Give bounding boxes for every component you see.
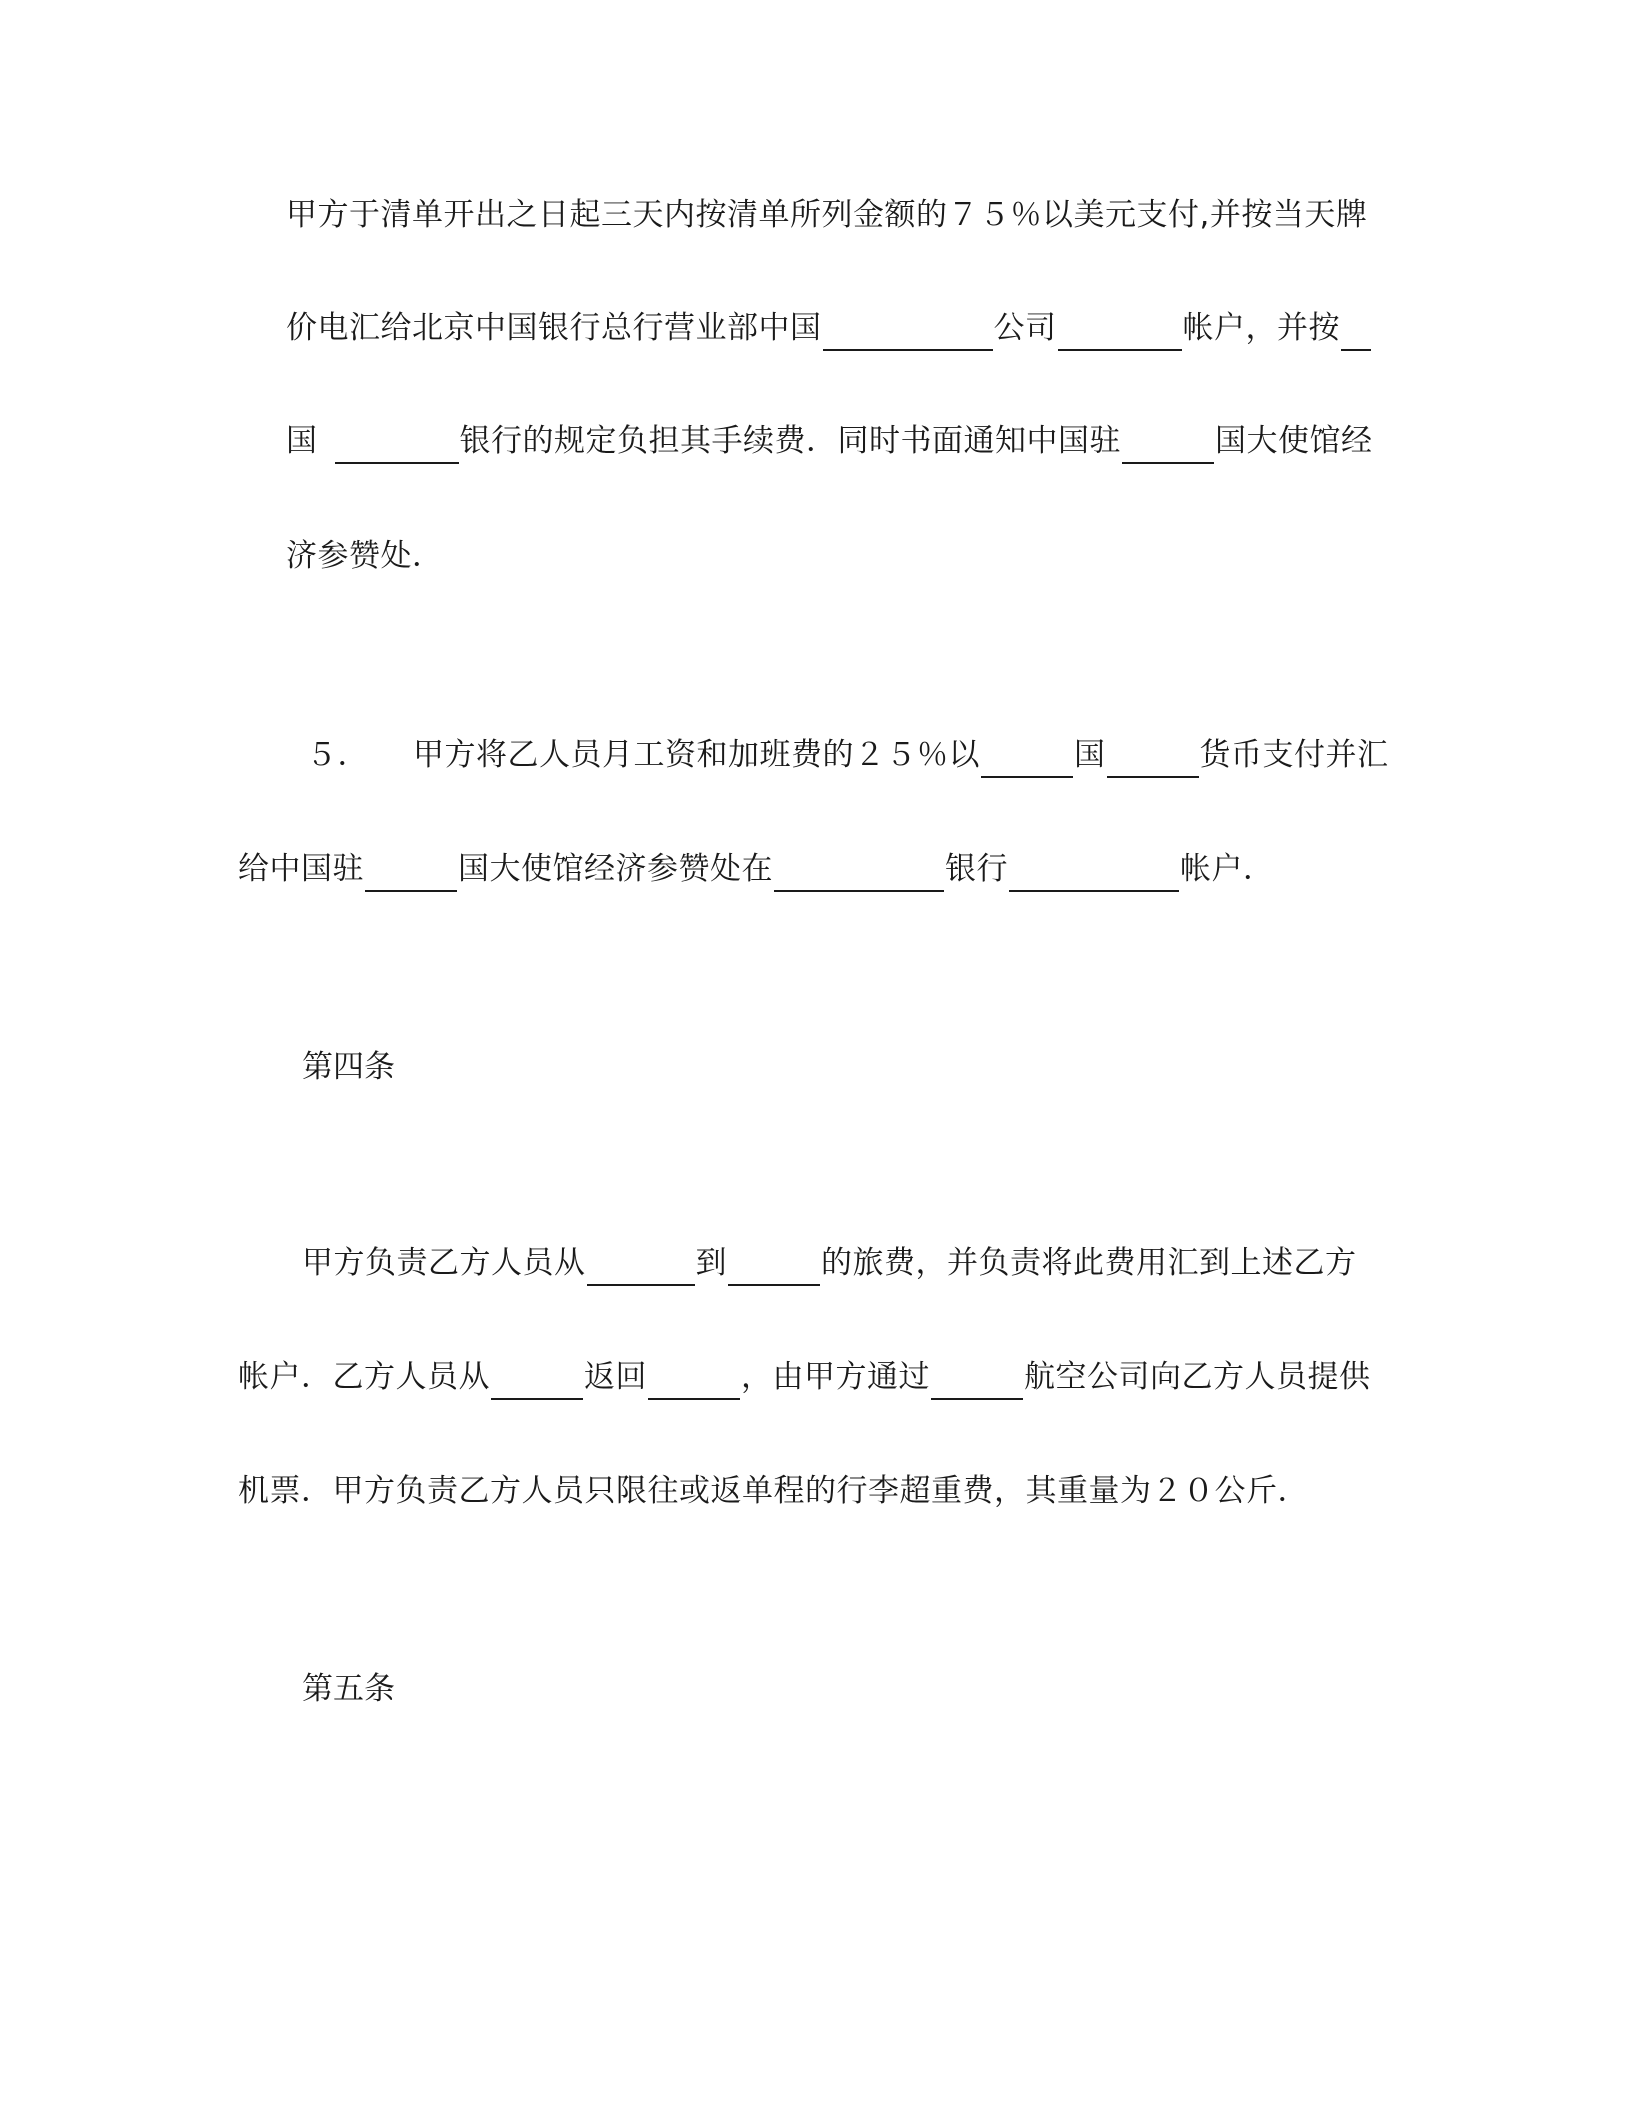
blank-field[interactable] — [365, 860, 457, 892]
para2-line1-text-c: 货币支付并汇 — [1199, 737, 1389, 773]
para3-line1 — [302, 1240, 1357, 1286]
para1-line3 — [286, 418, 1373, 464]
blank-field[interactable] — [981, 746, 1073, 778]
para1-line4 — [286, 533, 444, 579]
article-5-heading: 第五条 — [302, 1671, 395, 1707]
article-4-heading: 第四条 — [302, 1049, 395, 1085]
para3-line1-text-a: 甲方负责乙方人员从 — [302, 1245, 586, 1281]
para3-line2-text-b: 返回 — [584, 1359, 647, 1395]
para1-line1 — [286, 192, 1367, 238]
blank-field[interactable] — [587, 1254, 695, 1286]
para2-line1-text-a: 甲方将乙人员月工资和加班费的２５％以 — [413, 737, 980, 773]
blank-field[interactable] — [648, 1368, 740, 1400]
para3-line3 — [238, 1468, 1309, 1514]
para3-line2 — [238, 1354, 1371, 1400]
para1-line2-text-b: 公司 — [993, 310, 1057, 346]
para3-line2-text-d: 航空公司向乙方人员提供 — [1024, 1359, 1371, 1395]
para2-line2-text-a: 给中国驻 — [238, 851, 364, 887]
para2-line2 — [238, 846, 1275, 892]
blank-field[interactable] — [1341, 319, 1371, 351]
para1-line2-text-c: 帐户，并按 — [1182, 310, 1340, 346]
blank-field[interactable] — [1107, 746, 1199, 778]
para1-line1-text: 甲方于清单开出之日起三天内按清单所列金额的７５％以美元支付,并按当天牌 — [286, 197, 1368, 233]
blank-field[interactable] — [335, 432, 459, 464]
para3-line2-text-c: ，由甲方通过 — [741, 1359, 930, 1395]
blank-field[interactable] — [823, 319, 993, 351]
para3-line1-text-c: 的旅费，并负责将此费用汇到上述乙方 — [821, 1245, 1357, 1281]
para1-line2-text-a: 价电汇给北京中国银行总行营业部中国 — [286, 310, 822, 346]
blank-field[interactable] — [1122, 432, 1214, 464]
para2-number: ５． — [306, 737, 369, 773]
para2-line2-text-b: 国大使馆经济参赞处在 — [458, 851, 773, 887]
para1-line2 — [286, 305, 1372, 351]
para3-line3-text: 机票．甲方负责乙方人员只限往或返单程的行李超重费，其重量为２０公斤． — [238, 1473, 1309, 1509]
para2-line2-text-d: 帐户． — [1180, 851, 1275, 887]
para2-line1 — [306, 732, 1389, 778]
para2-line1-text-b: 国 — [1074, 737, 1106, 773]
blank-field[interactable] — [1009, 860, 1179, 892]
blank-field[interactable] — [491, 1368, 583, 1400]
para1-line3-text-c: 国大使馆经 — [1215, 423, 1373, 459]
blank-field[interactable] — [728, 1254, 820, 1286]
para1-line3-text-b: 银行的规定负担其手续费．同时书面通知中国驻 — [459, 423, 1121, 459]
blank-field[interactable] — [1058, 319, 1182, 351]
para1-line3-text-a: 国 — [286, 423, 318, 459]
para1-line4-text: 济参赞处． — [286, 538, 444, 574]
blank-field[interactable] — [774, 860, 944, 892]
para2-line2-text-c: 银行 — [945, 851, 1008, 887]
blank-field[interactable] — [931, 1368, 1023, 1400]
para3-line1-text-b: 到 — [695, 1245, 727, 1281]
para3-line2-text-a: 帐户．乙方人员从 — [238, 1359, 490, 1395]
